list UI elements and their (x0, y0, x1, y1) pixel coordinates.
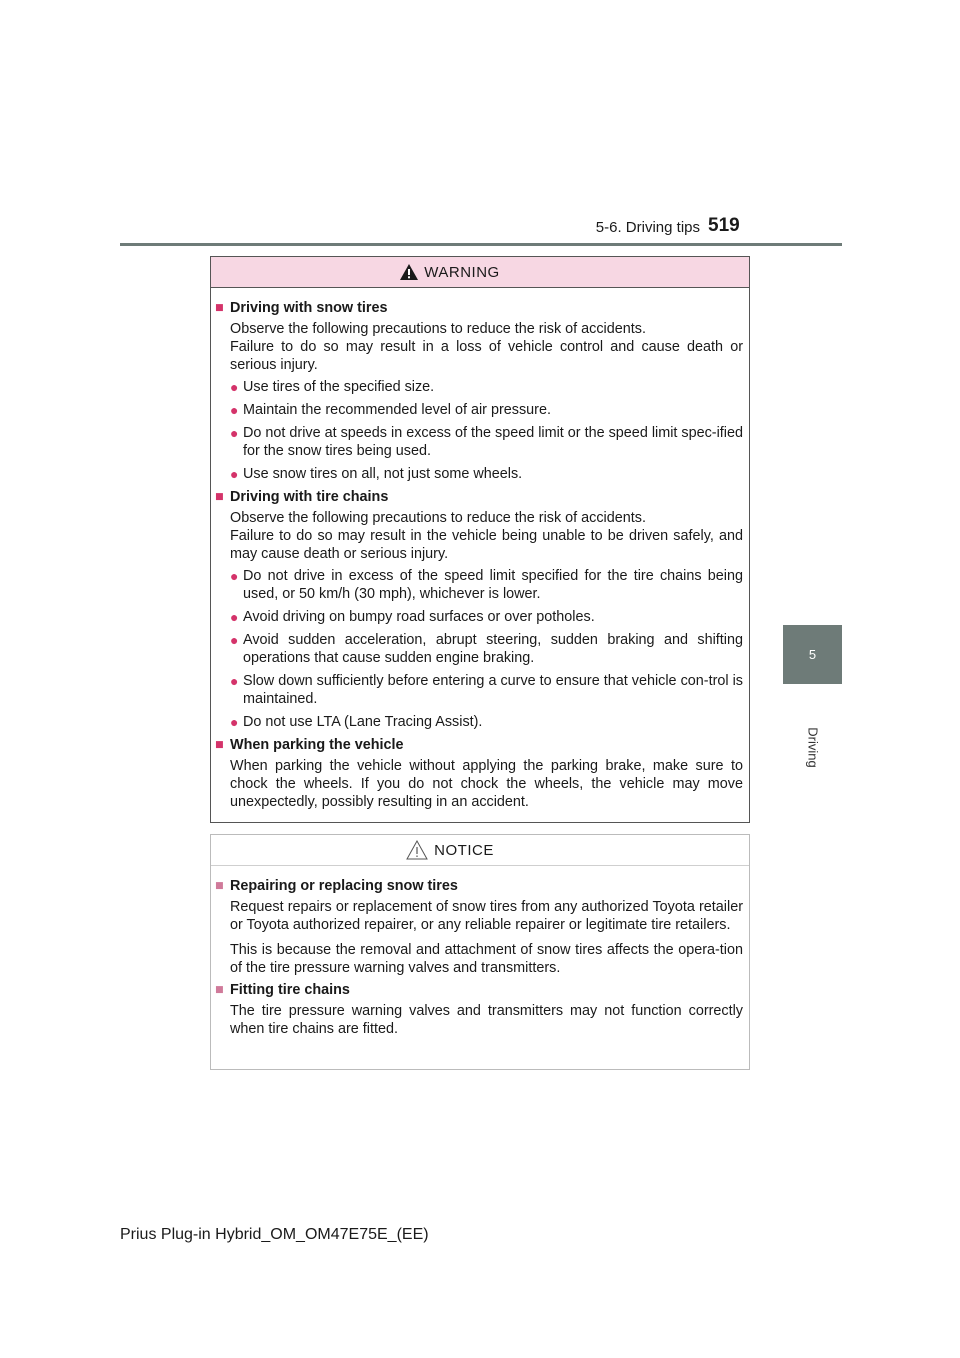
page-number: 519 (708, 215, 740, 236)
header-rule (120, 243, 842, 246)
section-heading: Fitting tire chains (230, 982, 350, 998)
section-heading: Repairing or replacing snow tires (230, 878, 458, 894)
bullet-dot-icon: ● (230, 425, 239, 441)
list-item: ● Use tires of the specified size. (230, 379, 435, 395)
paragraph: Observe the following precautions to reduce the risk of accidents. (230, 510, 646, 526)
bullet-dot-icon: ● (230, 673, 239, 689)
section-square-icon: ■ (215, 982, 224, 998)
section-heading: Driving with snow tires (230, 300, 388, 316)
section-heading: Driving with tire chains (230, 489, 389, 505)
chapter-number: 5 (808, 647, 817, 662)
bullet-dot-icon: ● (230, 609, 239, 625)
notice-header (211, 835, 749, 866)
paragraph: This is because the removal and attachment of snow tires affects the opera-tion of the tire pressure warning valves and transmitters. (230, 942, 743, 976)
notice-section-repair (215, 877, 743, 977)
footer-document-id: Prius Plug-in Hybrid_OM_OM47E75E_(EE) (120, 1226, 429, 1243)
list-item: ● Avoid sudden acceleration, abrupt steering, sudden braking and shifting operations that cause sudden engine braking. (230, 632, 743, 666)
bullet-dot-icon: ● (230, 714, 239, 730)
list-item: ● Do not drive in excess of the speed limit specified for the tire chains being used, or 50 km/h (30 mph), whichever is lower. (230, 568, 743, 602)
bullet-dot-icon: ● (230, 466, 239, 482)
paragraph: When parking the vehicle without applying the parking brake, make sure to chock the wheels. If you do not chock the wheels, the vehicle may move unexpectedly, possibly resulting in an accident. (230, 758, 743, 810)
section-square-icon: ■ (215, 878, 224, 894)
section-heading: When parking the vehicle (230, 737, 404, 753)
list-item: ● Do not use LTA (Lane Tracing Assist). (230, 714, 483, 730)
paragraph: Failure to do so may result in the vehicle being unable to be driven safely, and may cause death or serious injury. (230, 528, 743, 562)
paragraph: Failure to do so may result in a loss of vehicle control and cause death or serious injury. (230, 339, 743, 373)
caution-triangle-icon (406, 840, 428, 860)
paragraph: The tire pressure warning valves and transmitters may not function correctly when tire chains are fitted. (230, 1003, 743, 1037)
list-item: ● Slow down sufficiently before entering a curve to ensure that vehicle con-trol is maintained. (230, 673, 743, 707)
notice-section-chains (215, 981, 743, 1038)
notice-box (210, 834, 750, 1070)
section-square-icon: ■ (215, 737, 224, 753)
bullet-dot-icon: ● (230, 632, 239, 648)
warning-section-parking (215, 736, 743, 811)
warning-header (211, 257, 749, 288)
paragraph: Request repairs or replacement of snow tires from any authorized Toyota retailer or Toyota authorized repairer, or any reliable repairer or legitimate tire retailers. (230, 899, 743, 933)
list-item: ● Do not drive at speeds in excess of the speed limit or the speed limit spec-ified for the snow tires being used. (230, 425, 743, 459)
warning-section-tire-chains (215, 488, 743, 731)
warning-section-snow-tires (215, 299, 743, 483)
warning-box (210, 256, 750, 823)
chapter-label: Driving (805, 727, 821, 768)
warning-title: WARNING (424, 263, 500, 281)
bullet-dot-icon: ● (230, 568, 239, 584)
list-item: ● Maintain the recommended level of air pressure. (230, 402, 551, 418)
paragraph: Observe the following precautions to reduce the risk of accidents. (230, 321, 646, 337)
section-square-icon: ■ (215, 300, 224, 316)
section-square-icon: ■ (215, 489, 224, 505)
bullet-dot-icon: ● (230, 402, 239, 418)
list-item: ● Use snow tires on all, not just some wheels. (230, 466, 523, 482)
chapter-tab (783, 625, 842, 684)
warning-triangle-icon (400, 264, 418, 280)
list-item: ● Avoid driving on bumpy road surfaces or over potholes. (230, 609, 595, 625)
bullet-dot-icon: ● (230, 379, 239, 395)
notice-title: NOTICE (434, 841, 494, 859)
running-header-section: 5-6. Driving tips (595, 219, 700, 236)
